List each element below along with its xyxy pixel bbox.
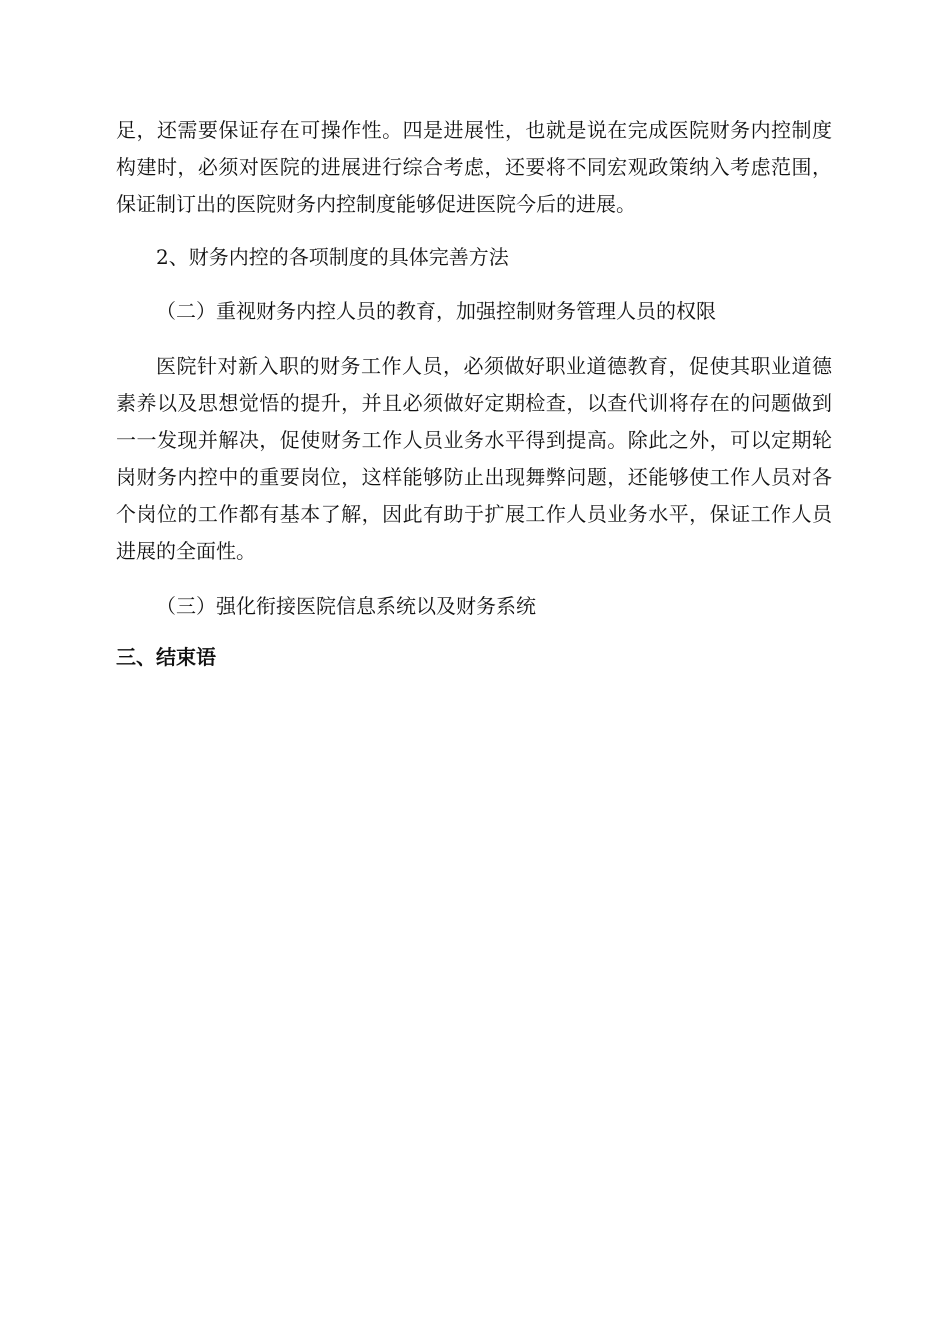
subsection-title-staff-education: （二）重视财务内控人员的教育，加强控制财务管理人员的权限: [156, 299, 716, 323]
subsection-title-system-integration: （三）强化衔接医院信息系统以及财务系统: [156, 594, 536, 618]
document-body: [116, 112, 832, 676]
subsection-title-improvement-methods: 2、财务内控的各项制度的具体完善方法: [156, 245, 509, 269]
paragraph-staff-education: 医院针对新入职的财务工作人员，必须做好职业道德教育，促使其职业道德素养以及思想觉悟的提升，并且必须做好定期检查，以查代训将存在的问题做到一一发现并解决，促使财务工作人员业务水平得到提高。除此之外，可以定期轮岗财务内控中的重要岗位，这样能够防止出现舞弊问题，还能够使工作人员对各个岗位的工作都有基本了解，因此有助于扩展工作人员业务水平，保证工作人员进展的全面性。: [116, 354, 832, 563]
paragraph-feasibility-continuation: 足，还需要保证存在可操作性。四是进展性，也就是说在完成医院财务内控制度构建时，必须对医院的进展进行综合考虑，还要将不同宏观政策纳入考虑范围，保证制订出的医院财务内控制度能够促进医院今后的进展。: [116, 118, 832, 216]
section-heading-conclusion: 三、结束语: [116, 645, 216, 669]
